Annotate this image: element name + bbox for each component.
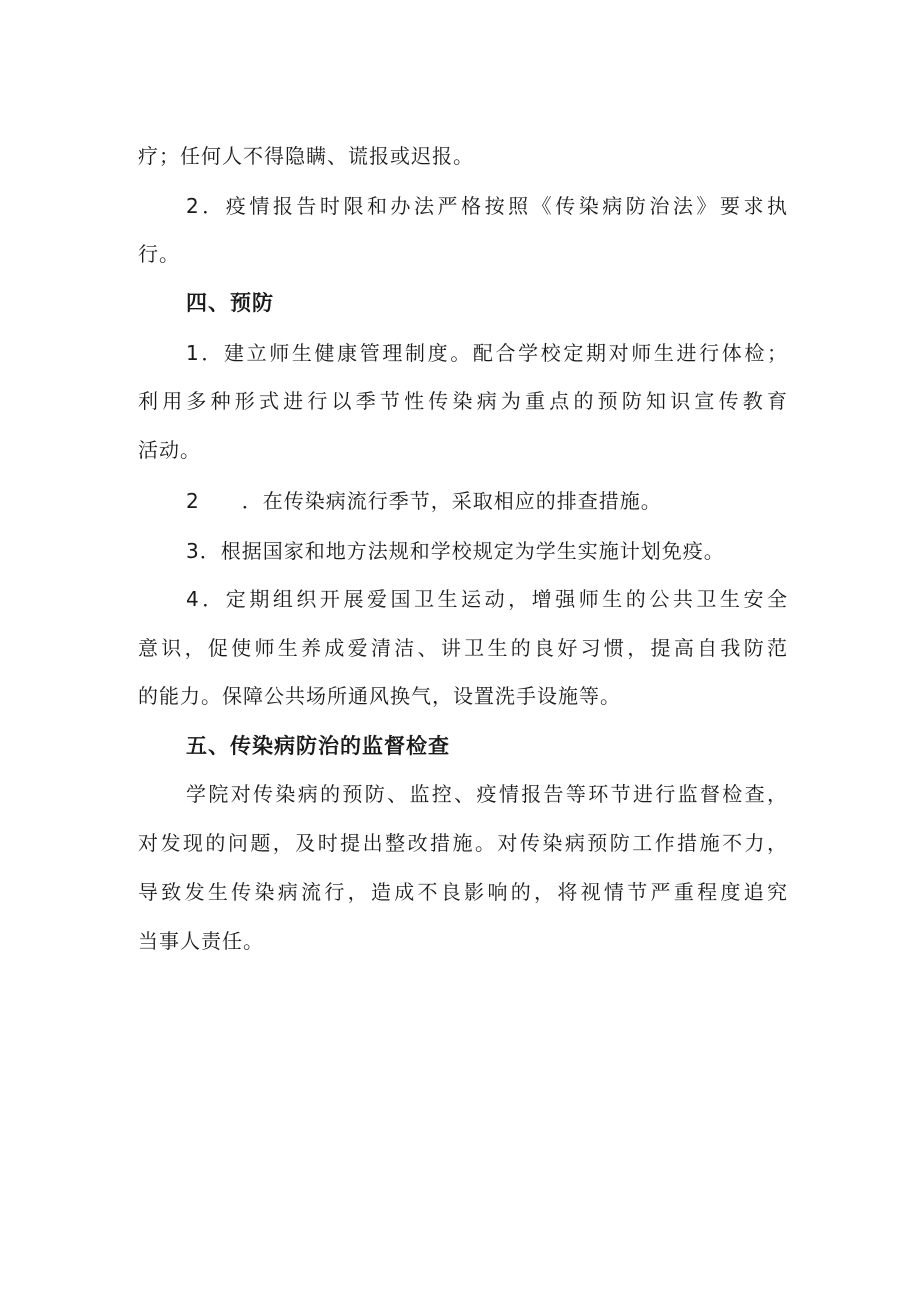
paragraph-line: 当事人责任。	[138, 929, 264, 953]
paragraph-line: 导致发生传染病流行，造成不良影响的，将视情节严重程度追究	[138, 880, 788, 904]
paragraph-line: 活动。	[138, 438, 201, 462]
paragraph-line: 2．疫情报告时限和办法严格按照《传染病防治法》要求执	[186, 194, 788, 218]
section-heading-supervision: 五、传染病防治的监督检查	[186, 734, 450, 758]
paragraph-line: 疗；任何人不得隐瞒、谎报或迟报。	[138, 144, 474, 168]
paragraph-line: 学院对传染病的预防、监控、疫情报告等环节进行监督检查，	[186, 782, 788, 806]
paragraph-line: 的能力。保障公共场所通风换气，设置洗手设施等。	[138, 684, 621, 708]
paragraph-line: 利用多种形式进行以季节性传染病为重点的预防知识宣传教育	[138, 389, 788, 413]
paragraph-line: 行。	[138, 242, 180, 266]
paragraph-line	[186, 485, 788, 517]
paragraph-line: 3．根据国家和地方法规和学校规定为学生实施计划免疫。	[186, 539, 725, 563]
paragraph-line: 1．建立师生健康管理制度。配合学校定期对师生进行体检；	[186, 341, 788, 365]
section-heading-prevention: 四、预防	[186, 291, 274, 315]
paragraph-line: 意识，促使师生养成爱清洁、讲卫生的良好习惯，提高自我防范	[138, 636, 788, 660]
item-number: 2	[186, 489, 200, 513]
paragraph-line: 4．定期组织开展爱国卫生运动，增强师生的公共卫生安全	[186, 587, 788, 611]
item-text: ．在传染病流行季节，采取相应的排查措施。	[241, 489, 662, 513]
paragraph-line: 对发现的问题，及时提出整改措施。对传染病预防工作措施不力，	[138, 831, 788, 855]
